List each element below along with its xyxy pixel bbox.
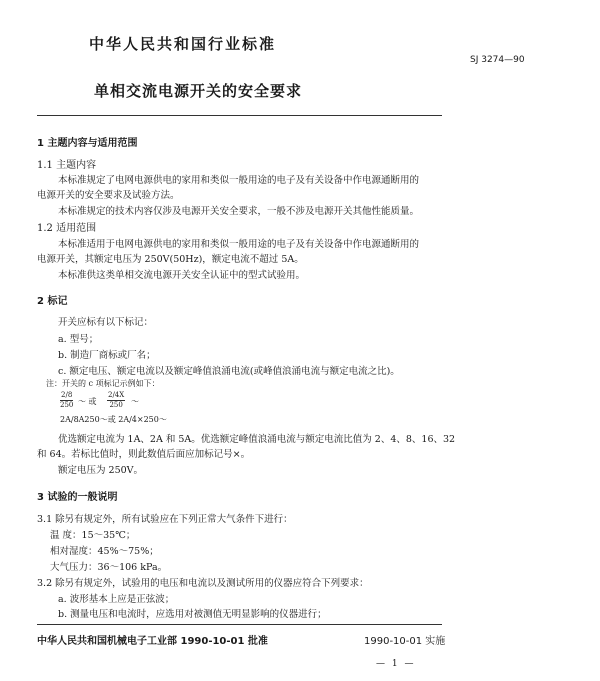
section-1-title: 1 主题内容与适用范围 (37, 138, 138, 149)
marking-example-2: 2A/8A250～或 2A/4×250～ (60, 415, 167, 424)
standard-title: 中华人民共和国行业标准 (89, 35, 277, 53)
marking-item-c: c. 额定电压、额定电流以及额定峰值浪涌电流(或峰值浪涌电流与额定电流之比)。 (58, 366, 400, 377)
footer-rule (37, 624, 442, 625)
section-1-2-para-2: 本标准供这类单相交流电源开关安全认证中的型式试验用。 (58, 270, 306, 281)
section-3-2-item-a: a. 波形基本上应是正弦波； (58, 594, 175, 605)
section-3-2-item-b: b. 测量电压和电流时，应选用对被测值无明显影响的仪器进行； (58, 609, 327, 620)
fraction-1-denominator: 250 (60, 401, 74, 409)
document-title: 单相交流电源开关的安全要求 (94, 82, 303, 100)
section-1-1-para-1-line-1: 本标准规定了电网电源供电的家用和类似一般用途的电子及有关设备中作电源通断用的 (58, 175, 420, 186)
condition-temperature: 温 度：15～35℃； (50, 530, 136, 541)
section-1-1-para-2: 本标准规定的技术内容仅涉及电源开关安全要求，一般不涉及电源开关其他性能质量。 (58, 206, 420, 217)
marking-tilde-or: ～ 或 (78, 397, 97, 406)
fraction-2-numerator: 2/4X (108, 391, 125, 399)
section-1-2-para-1-line-2: 电源开关，其额定电压为 250V(50Hz)，额定电流不超过 5A。 (37, 254, 304, 265)
approval-statement: 中华人民共和国机械电子工业部 1990-10-01 批准 (37, 636, 268, 647)
section-1-2-title: 1.2 适用范围 (37, 223, 97, 234)
marking-fraction-1 (60, 391, 73, 410)
section-3-2: 3.2 除另有规定外，试验用的电压和电流以及测试所用的仪器应符合下列要求： (37, 578, 369, 589)
marking-tilde: ～ (131, 397, 139, 406)
marking-intro: 开关应标有以下标记： (58, 317, 154, 328)
section-2-title: 2 标记 (37, 296, 68, 307)
fraction-2-denominator: 250 (109, 401, 123, 409)
condition-pressure: 大气压力：36～106 kPa。 (50, 562, 168, 573)
implementation-date: 1990-10-01 实施 (364, 636, 446, 647)
section-1-2-para-1-line-1: 本标准适用于电网电源供电的家用和类似一般用途的电子及有关设备中作电源通断用的 (58, 239, 420, 250)
preferred-values-line-1: 优选额定电流为 1A、2A 和 5A。优选额定峰值浪涌电流与额定电流比值为 2、4、8、16、32 (58, 434, 456, 445)
section-3-1: 3.1 除另有规定外，所有试验应在下列正常大气条件下进行： (37, 514, 293, 525)
marking-fraction-2 (107, 391, 125, 410)
marking-item-a: a. 型号； (58, 334, 99, 345)
section-1-1-para-1-line-2: 电源开关的安全要求及试验方法。 (37, 190, 180, 201)
preferred-values-line-2: 和 64。若标比值时，则此数值后面应加标记号×。 (37, 449, 251, 460)
marking-note: 注：开关的 c 项标记示例如下： (46, 379, 160, 388)
header-rule (37, 115, 442, 116)
rated-voltage: 额定电压为 250V。 (58, 465, 144, 476)
fraction-1-numerator: 2/8 (61, 391, 73, 399)
page-number: — 1 — (376, 659, 416, 669)
section-1-1-title: 1.1 主题内容 (37, 160, 97, 171)
condition-humidity: 相对湿度：45%～75%； (50, 546, 159, 557)
marking-item-b: b. 制造厂商标或厂名； (58, 350, 156, 361)
standard-code: SJ 3274—90 (470, 55, 525, 65)
section-3-title: 3 试验的一般说明 (37, 492, 118, 503)
